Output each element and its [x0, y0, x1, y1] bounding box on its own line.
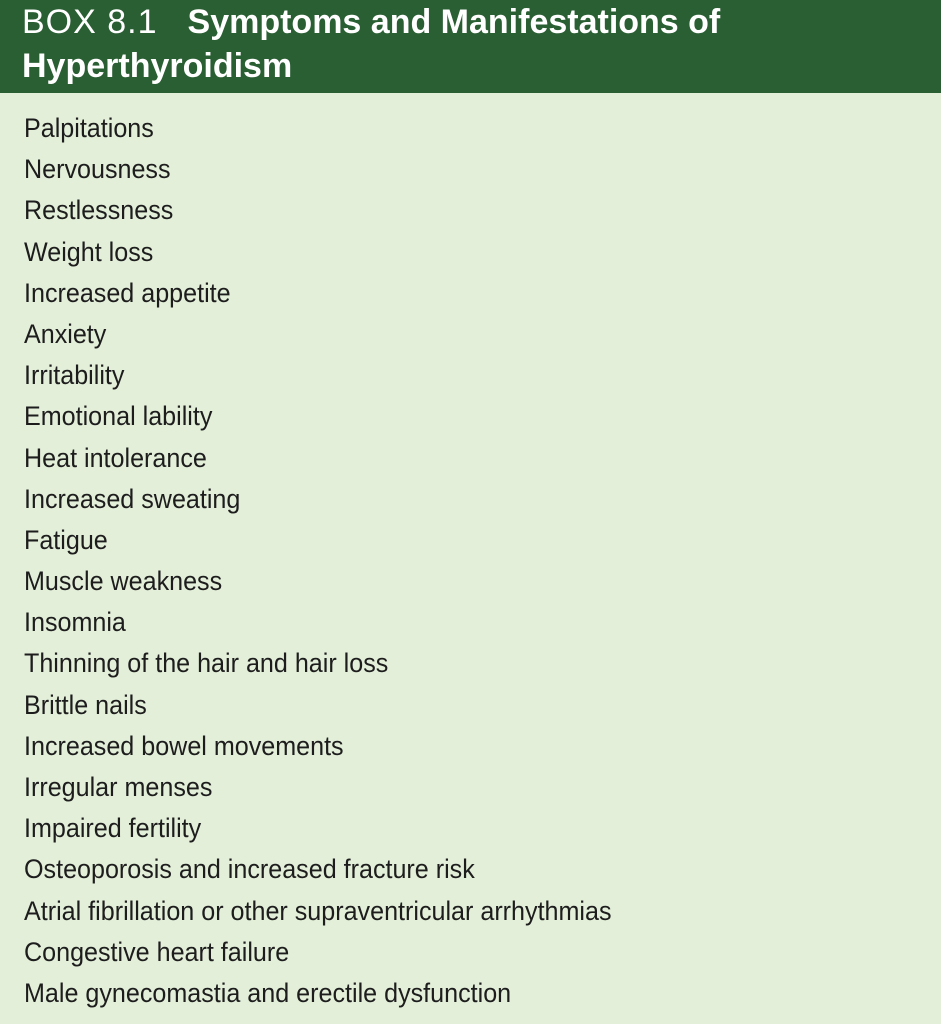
list-item: Palpitations — [24, 113, 154, 143]
list-item: Weight loss — [24, 236, 154, 267]
list-item: Heat intolerance — [24, 442, 207, 473]
list-item: Increased bowel movements — [24, 730, 344, 761]
list-item: Increased sweating — [24, 483, 241, 514]
list-item: Irregular menses — [24, 772, 213, 802]
list-item: Fatigue — [24, 524, 108, 555]
list-item: Increased appetite — [24, 277, 231, 308]
list-item: Irritability — [24, 360, 125, 391]
list-item: Emotional lability — [24, 401, 213, 432]
list-item: Osteoporosis and increased fracture risk — [24, 854, 475, 885]
list-item: Insomnia — [24, 607, 126, 638]
list-item: Thinning of the hair and hair loss — [24, 648, 389, 679]
list-item: Male gynecomastia and erectile dysfunction — [24, 977, 512, 1008]
list-item: Nervousness — [24, 154, 171, 185]
list-item: Brittle nails — [24, 689, 147, 720]
list-item: Impaired fertility — [24, 813, 202, 844]
list-item: Atrial fibrillation or other supraventricular arrhythmias — [24, 895, 612, 926]
box-header — [0, 0, 941, 93]
list-item: Anxiety — [24, 318, 107, 349]
box-title-line2: Hyperthyroidism — [22, 47, 293, 85]
list-item: Congestive heart failure — [24, 936, 290, 967]
list-item: Restlessness — [24, 195, 174, 226]
box-number: BOX 8.1 — [22, 3, 158, 41]
box-title-line1: Symptoms and Manifestations of — [187, 3, 721, 41]
box-header-line1 — [22, 2, 720, 42]
list-item: Muscle weakness — [24, 566, 223, 597]
symptom-list — [24, 108, 612, 1014]
